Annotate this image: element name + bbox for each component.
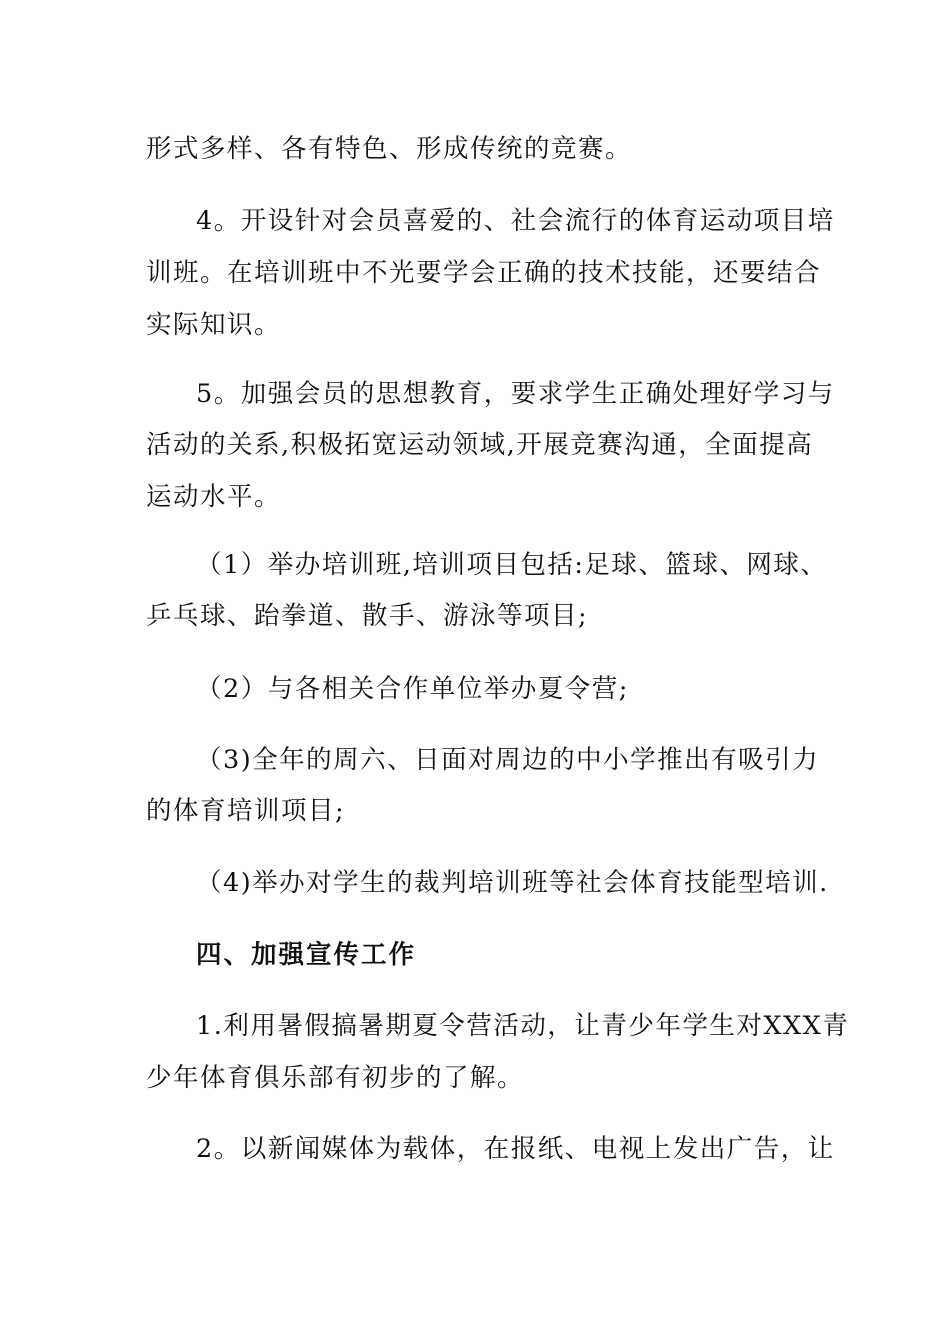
paragraph-line: 5。加强会员的思想教育，要求学生正确处理好学习与 <box>196 379 835 409</box>
list-item-line: （4)举办对学生的裁判培训班等社会体育技能型培训. <box>196 868 829 898</box>
paragraph-line: 训班。在培训班中不光要学会正确的技术技能，还要结合 <box>146 258 822 288</box>
paragraph-line: 4。开设针对会员喜爱的、社会流行的体育运动项目培 <box>196 206 835 236</box>
list-item-line: （3)全年的周六、日面对周边的中小学推出有吸引力 <box>196 745 820 775</box>
section-heading: 四、加强宣传工作 <box>196 940 417 970</box>
list-item-line: （1）举办培训班,培训项目包括:足球、篮球、网球、 <box>196 550 828 580</box>
list-item-line: （2）与各相关合作单位举办夏令营; <box>196 674 629 704</box>
paragraph-line: 1.利用暑假搞暑期夏令营活动，让青少年学生对XXX青 <box>196 1011 850 1041</box>
list-item-line: 的体育培训项目; <box>146 796 346 826</box>
paragraph-line: 运动水平。 <box>146 482 282 512</box>
paragraph-line: 少年体育俱乐部有初步的了解。 <box>146 1063 525 1093</box>
paragraph-line: 形式多样、各有特色、形成传统的竞赛。 <box>146 134 633 164</box>
list-item-line: 乒乓球、跆拳道、散手、游泳等项目; <box>146 601 589 631</box>
paragraph-line: 活动的关系,积极拓宽运动领域,开展竞赛沟通，全面提高 <box>146 430 814 460</box>
paragraph-line: 2。以新闻媒体为载体，在报纸、电视上发出广告，让 <box>196 1134 835 1164</box>
paragraph-line: 实际知识。 <box>146 310 282 340</box>
